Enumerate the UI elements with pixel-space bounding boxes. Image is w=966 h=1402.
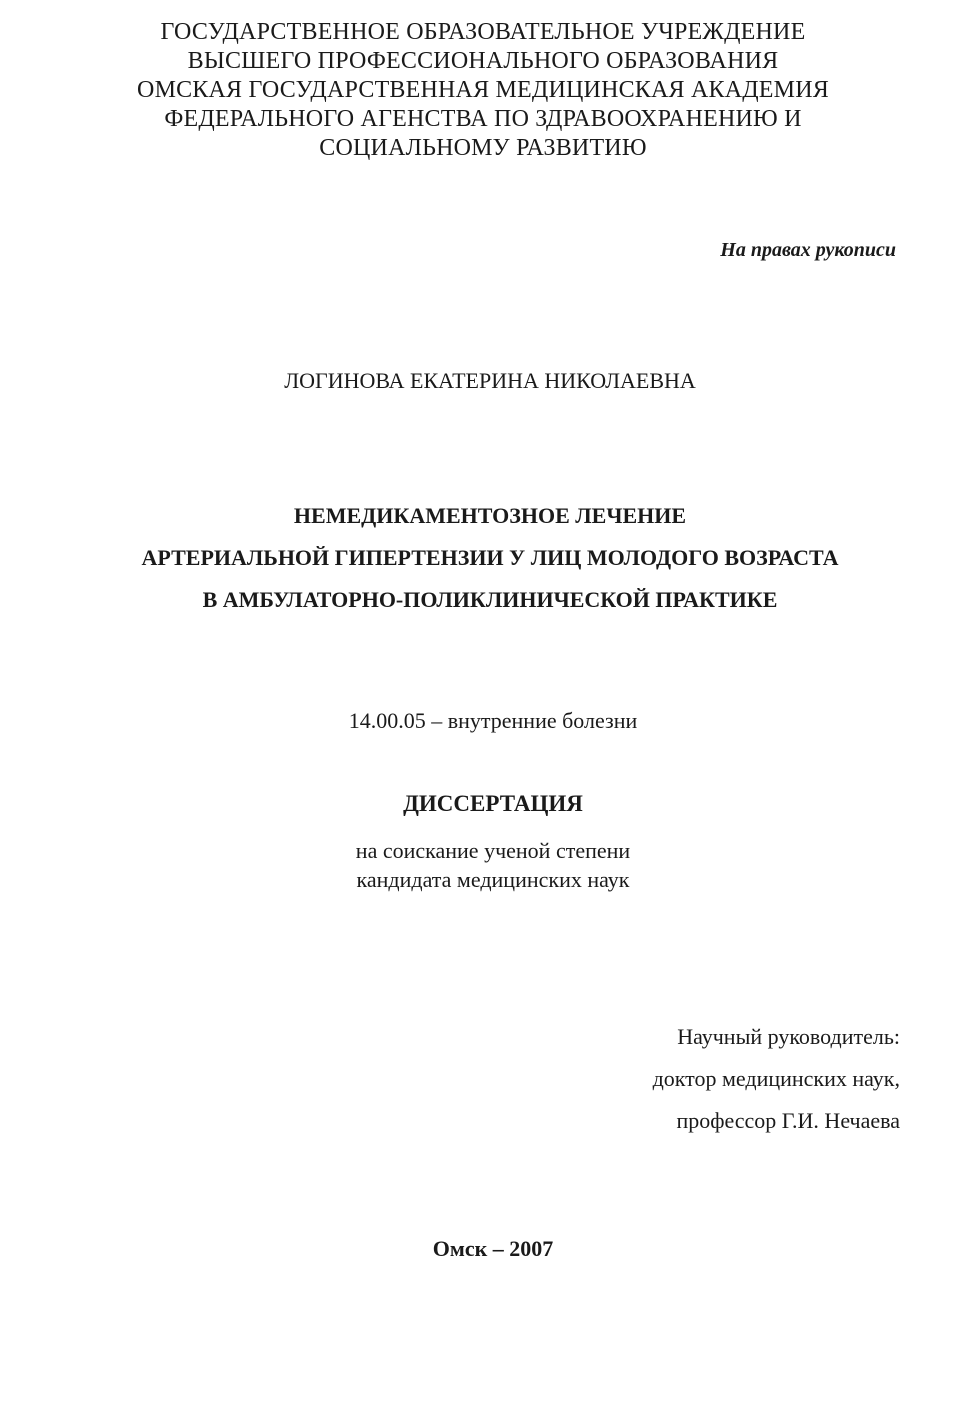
institution-line: СОЦИАЛЬНОМУ РАЗВИТИЮ [319,135,647,161]
degree-statement [0,836,966,894]
institution-line: ГОСУДАРСТВЕННОЕ ОБРАЗОВАТЕЛЬНОЕ УЧРЕЖДЕНИЕ [160,19,806,45]
title-line: АРТЕРИАЛЬНОЙ ГИПЕРТЕНЗИИ У ЛИЦ МОЛОДОГО ВОЗРАСТА [141,545,839,570]
specialty-code: 14.00.05 – внутренние болезни [348,708,638,733]
manuscript-note: На правах рукописи [720,239,896,261]
degree-line: кандидата медицинских наук [356,867,630,892]
dissertation-title [0,495,966,621]
supervisor-line: Научный руководитель: [677,1024,900,1049]
supervisor-line: доктор медицинских наук, [652,1066,900,1091]
city-year: Омск – 2007 [432,1236,554,1261]
institution-line: ФЕДЕРАЛЬНОГО АГЕНСТВА ПО ЗДРАВООХРАНЕНИЮ И [164,106,802,132]
title-line: В АМБУЛАТОРНО-ПОЛИКЛИНИЧЕСКОЙ ПРАКТИКЕ [202,587,778,612]
document-type: ДИССЕРТАЦИЯ [403,791,583,816]
institution-header [100,18,866,163]
supervisor-block [653,1016,900,1142]
institution-line: ВЫСШЕГО ПРОФЕССИОНАЛЬНОГО ОБРАЗОВАНИЯ [187,48,779,74]
supervisor-line: профессор Г.И. Нечаева [676,1108,900,1133]
title-line: НЕМЕДИКАМЕНТОЗНОЕ ЛЕЧЕНИЕ [293,503,687,528]
institution-line: ОМСКАЯ ГОСУДАРСТВЕННАЯ МЕДИЦИНСКАЯ АКАДЕМИЯ [137,77,829,103]
degree-line: на соискание ученой степени [355,838,631,863]
author-name: ЛОГИНОВА ЕКАТЕРИНА НИКОЛАЕВНА [284,368,696,393]
